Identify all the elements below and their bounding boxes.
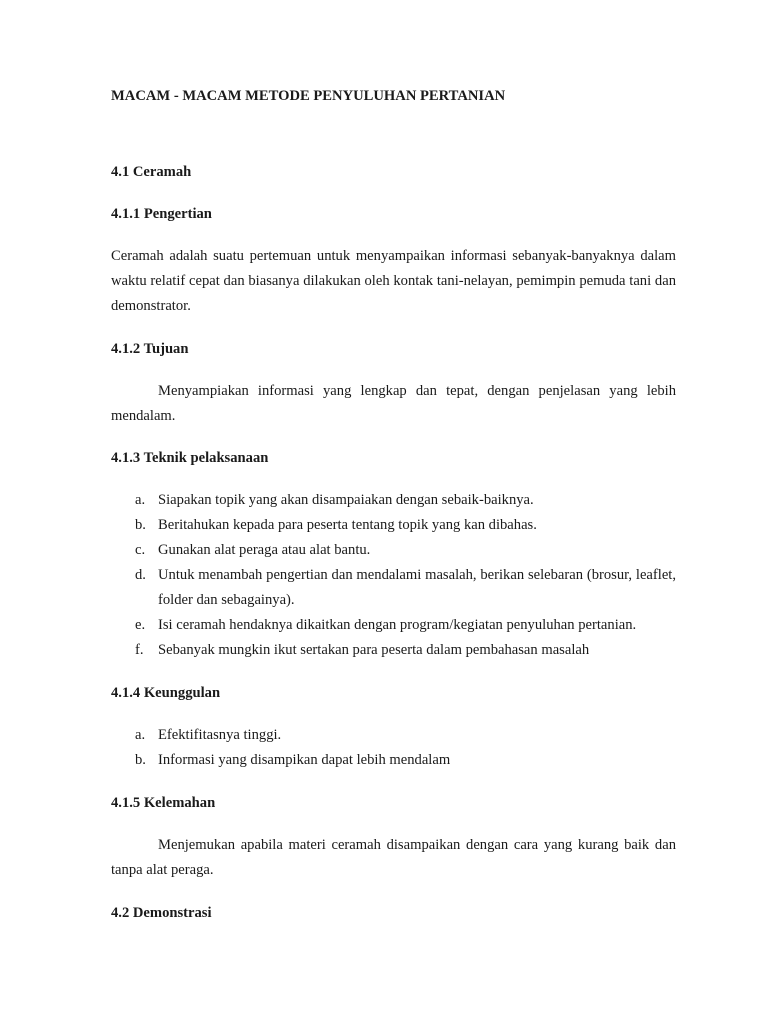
list-item: b. Beritahukan kepada para peserta tentang topik yang kan dibahas.	[135, 517, 537, 533]
paragraph-pengertian: Ceramah adalah suatu pertemuan untuk menyampaikan informasi sebanyak-banyaknya dalam waktu relatif cepat dan biasanya dilakukan oleh kontak tani-nelayan, pemimpin pemuda tani dan demonstrator.	[111, 248, 676, 314]
list-item: a. Efektifitasnya tinggi.	[135, 727, 282, 743]
subsection-heading-keunggulan: 4.1.4 Keunggulan	[111, 685, 221, 701]
list-item: f. Sebanyak mungkin ikut sertakan para peserta dalam pembahasan masalah	[135, 642, 590, 658]
paragraph-tujuan: Menyampiakan informasi yang lengkap dan tepat, dengan penjelasan yang lebih mendalam.	[111, 383, 676, 424]
subsection-heading-pengertian: 4.1.1 Pengertian	[111, 206, 212, 222]
subsection-heading-teknik: 4.1.3 Teknik pelaksanaan	[111, 450, 269, 466]
teknik-list	[111, 488, 676, 663]
subsection-heading-tujuan: 4.1.2 Tujuan	[111, 341, 189, 357]
list-item: b. Informasi yang disampikan dapat lebih mendalam	[135, 752, 451, 768]
document-title: MACAM - MACAM METODE PENYULUHAN PERTANIAN	[111, 88, 506, 104]
list-item: d. Untuk menambah pengertian dan mendalami masalah, berikan selebaran (brosur, leaflet, folder dan sebagainya).	[135, 567, 676, 608]
keunggulan-list	[111, 723, 676, 773]
document-page	[111, 0, 676, 1024]
list-item: c. Gunakan alat peraga atau alat bantu.	[135, 542, 371, 558]
section-heading-ceramah: 4.1 Ceramah	[111, 164, 192, 180]
subsection-heading-kelemahan: 4.1.5 Kelemahan	[111, 795, 216, 811]
paragraph-kelemahan: Menjemukan apabila materi ceramah disampaikan dengan cara yang kurang baik dan tanpa alat peraga.	[111, 837, 676, 878]
section-heading-demonstrasi: 4.2 Demonstrasi	[111, 905, 212, 921]
list-item: e. Isi ceramah hendaknya dikaitkan dengan program/kegiatan penyuluhan pertanian.	[135, 617, 637, 633]
list-item: a. Siapakan topik yang akan disampaiakan dengan sebaik-baiknya.	[135, 492, 534, 508]
